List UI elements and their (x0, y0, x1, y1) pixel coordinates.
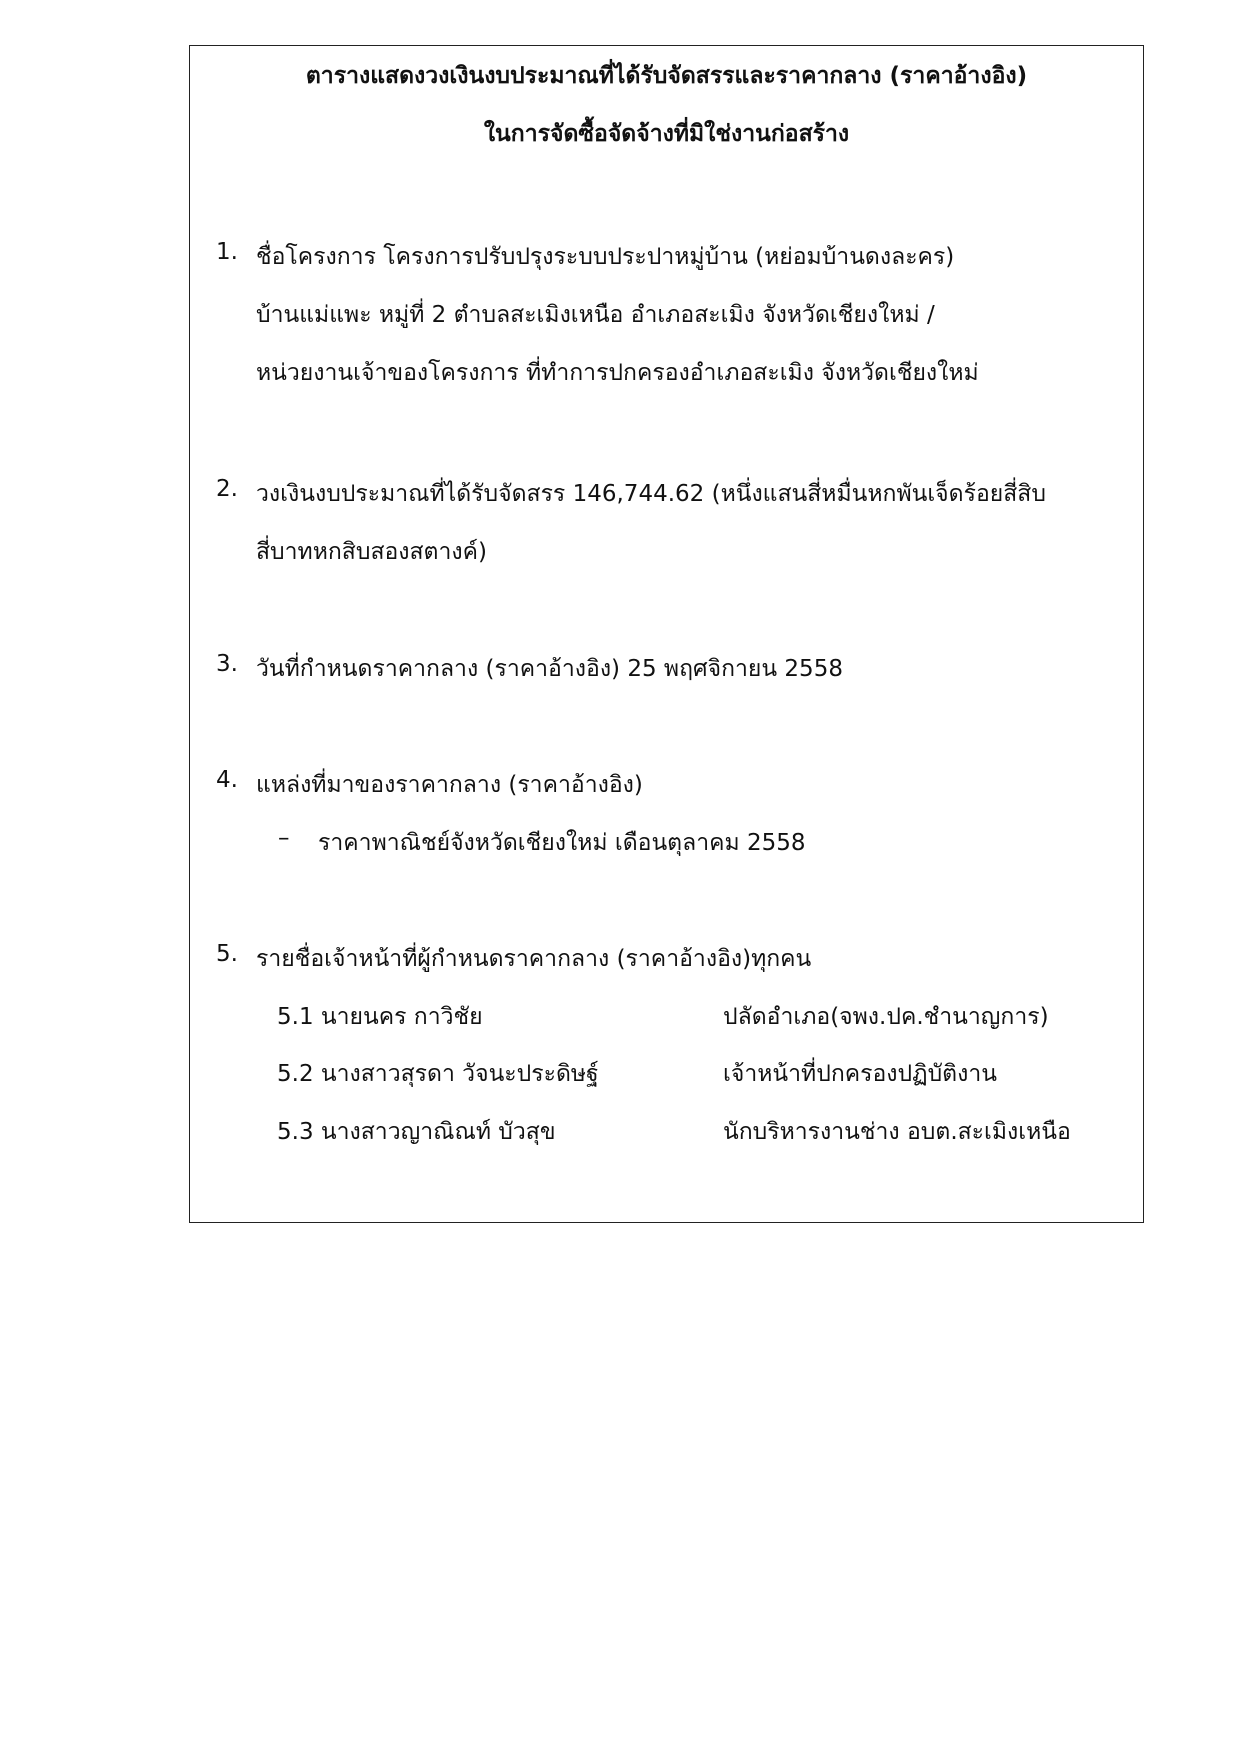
item-2-number: 2. (216, 476, 238, 502)
document-frame (189, 45, 1144, 1223)
item-1-number: 1. (216, 239, 238, 265)
person-3-position: นักบริหารงานช่าง อบต.สะเมิงเหนือ (723, 1119, 1071, 1145)
item-2-line-1: วงเงินงบประมาณที่ได้รับจัดสรร 146,744.62 (หนึ่งแสนสี่หมื่นหกพันเจ็ดร้อยสี่สิบ (256, 481, 1046, 507)
person-3-name: 5.3 นางสาวญาณิณท์ บัวสุข (277, 1119, 556, 1145)
item-4-number: 4. (216, 767, 238, 793)
item-3-line-1: วันที่กำหนดราคากลาง (ราคาอ้างอิง) 25 พฤศจิกายน 2558 (256, 656, 843, 682)
person-2-position: เจ้าหน้าที่ปกครองปฏิบัติงาน (723, 1061, 997, 1087)
document-title-line-2: ในการจัดซื้อจัดจ้างที่มิใช่งานก่อสร้าง (483, 121, 850, 147)
person-1-position: ปลัดอำเภอ(จพง.ปค.ชำนาญการ) (723, 1004, 1049, 1030)
person-1-name: 5.1 นายนคร กาวิชัย (277, 1004, 483, 1030)
item-4-bullet: – (278, 825, 290, 851)
item-1-line-3: หน่วยงานเจ้าของโครงการ ที่ทำการปกครองอำเภอสะเมิง จังหวัดเชียงใหม่ (256, 360, 979, 386)
document-title-line-1: ตารางแสดงวงเงินงบประมาณที่ได้รับจัดสรรและราคากลาง (ราคาอ้างอิง) (305, 63, 1028, 89)
item-3-number: 3. (216, 651, 238, 677)
item-5-number: 5. (216, 941, 238, 967)
item-1-line-2: บ้านแม่แพะ หมู่ที่ 2 ตำบลสะเมิงเหนือ อำเภอสะเมิง จังหวัดเชียงใหม่ / (256, 302, 935, 328)
person-2-name: 5.2 นางสาวสุรดา วัจนะประดิษฐ์ (277, 1061, 599, 1087)
item-5-line-1: รายชื่อเจ้าหน้าที่ผู้กำหนดราคากลาง (ราคาอ้างอิง)ทุกคน (256, 946, 812, 972)
item-4-sub-1: ราคาพาณิชย์จังหวัดเชียงใหม่ เดือนตุลาคม 2558 (318, 830, 806, 856)
item-1-line-1: ชื่อโครงการ โครงการปรับปรุงระบบประปาหมู่บ้าน (หย่อมบ้านดงละคร) (256, 244, 955, 270)
item-2-line-2: สี่บาทหกสิบสองสตางค์) (256, 539, 487, 565)
item-4-line-1: แหล่งที่มาของราคากลาง (ราคาอ้างอิง) (256, 772, 643, 798)
